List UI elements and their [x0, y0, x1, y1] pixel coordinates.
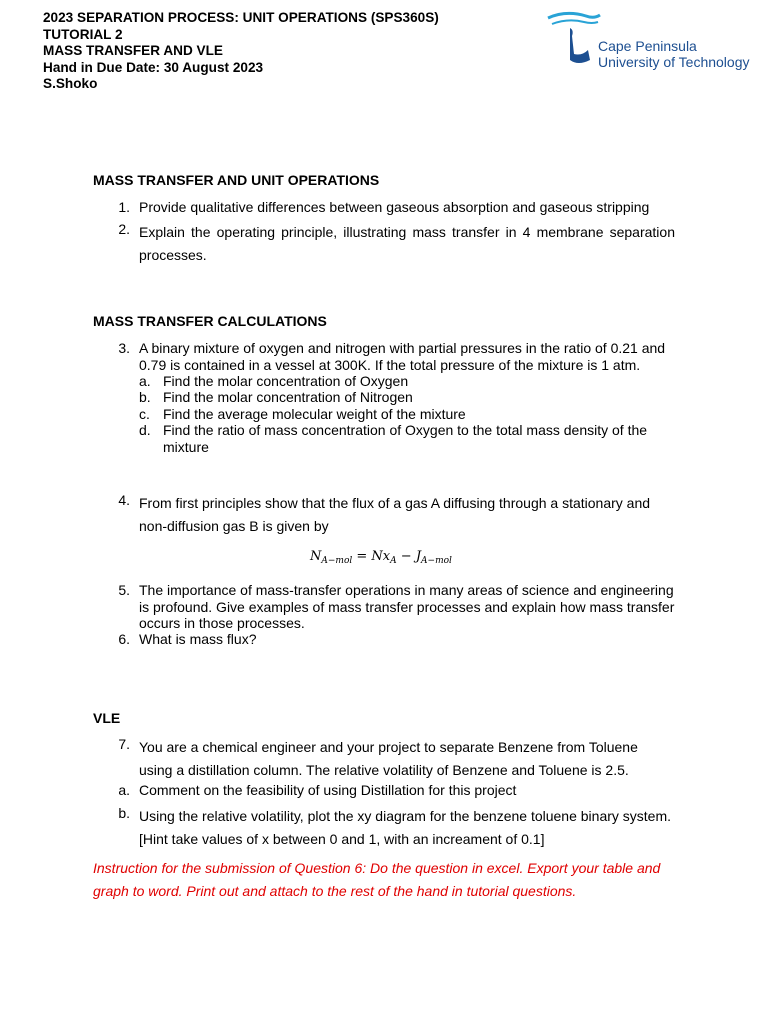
subquestion-label: b. [139, 389, 151, 405]
question-number: 3. [118, 340, 130, 356]
logo-line-1: Cape Peninsula [598, 38, 697, 54]
document-header [43, 10, 439, 93]
question-number: b. [118, 805, 130, 821]
subquestion-label: a. [139, 373, 151, 389]
equation-term-1-subscript: A [390, 556, 397, 566]
cput-logo [544, 10, 760, 74]
tutorial-topic: MASS TRANSFER AND VLE [43, 43, 223, 58]
section-title-vle: VLE [93, 710, 121, 726]
flux-equation [310, 549, 452, 566]
subquestion-label: d. [139, 422, 151, 438]
subquestion-text: Find the average molecular weight of the mixture [163, 406, 466, 422]
question-text: What is mass flux? [139, 631, 257, 647]
equation-minus: − [396, 549, 416, 564]
due-date: Hand in Due Date: 30 August 2023 [43, 59, 264, 75]
question-text: Comment on the feasibility of using Distillation for this project [139, 782, 517, 798]
equation-term-1: Nx [371, 549, 391, 564]
equation-term-2-subscript: A−mol [421, 556, 452, 566]
equation-equals: = [352, 549, 372, 564]
logo-line-2: University of Technology [598, 53, 750, 70]
question-text: The importance of mass-transfer operations in many areas of science and engineering is profound. Give examples of mass transfer processes and explain how mass transfer occurs in those processes. [139, 582, 675, 631]
subquestion-text: Find the molar concentration of Oxygen [163, 373, 409, 389]
question-number: 7. [118, 736, 130, 752]
equation-term-2: J [415, 549, 422, 564]
question-number: 4. [118, 492, 130, 508]
section-title-mass-transfer-unit-ops: MASS TRANSFER AND UNIT OPERATIONS [93, 172, 380, 188]
equation-lhs-subscript: A−mol [321, 556, 353, 566]
question-text: A binary mixture of oxygen and nitrogen with partial pressures in the ratio of 0.21 and 0.79 is contained in a vessel at 300K. If the total pressure of the mixture is 1 atm. [139, 340, 666, 373]
question-text: From first principles show that the flux of a gas A diffusing through a stationary and non-diffusion gas B is given by [139, 495, 651, 534]
equation-lhs: N [310, 549, 322, 564]
section-title-mass-transfer-calculations: MASS TRANSFER CALCULATIONS [93, 313, 327, 329]
question-text: Using the relative volatility, plot the xy diagram for the benzene toluene binary system. [Hint take values of x between 0 and 1, with an increament of 0.1] [139, 808, 672, 847]
question-number: 2. [118, 221, 130, 237]
question-text: You are a chemical engineer and your project to separate Benzene from Toluene using a distillation column. The relative volatility of Benzene and Toluene is 2.5. [139, 739, 638, 778]
question-text: Provide qualitative differences between gaseous absorption and gaseous stripping [139, 199, 650, 215]
submission-instruction: Instruction for the submission of Question 6: Do the question in excel. Export your table and graph to word. Print out and attach to the rest of the hand in tutorial questions. [93, 860, 661, 899]
cput-logo-icon [544, 10, 604, 74]
subquestion-label: c. [139, 406, 150, 422]
tutorial-number: TUTORIAL 2 [43, 26, 123, 42]
question-number: 5. [118, 582, 130, 598]
question-number: a. [118, 782, 130, 798]
lecturer-name: S.Shoko [43, 76, 98, 91]
subquestion-text: Find the molar concentration of Nitrogen [163, 389, 413, 405]
logo-wordmark [598, 39, 749, 70]
course-title: 2023 SEPARATION PROCESS: UNIT OPERATIONS (SPS360S) [43, 10, 439, 25]
question-number: 6. [118, 631, 130, 647]
question-number: 1. [118, 199, 130, 215]
subquestion-text: Find the ratio of mass concentration of Oxygen to the total mass density of the mixture [163, 422, 648, 455]
question-text: Explain the operating principle, illustrating mass transfer in 4 membrane separation processes. [139, 224, 675, 263]
